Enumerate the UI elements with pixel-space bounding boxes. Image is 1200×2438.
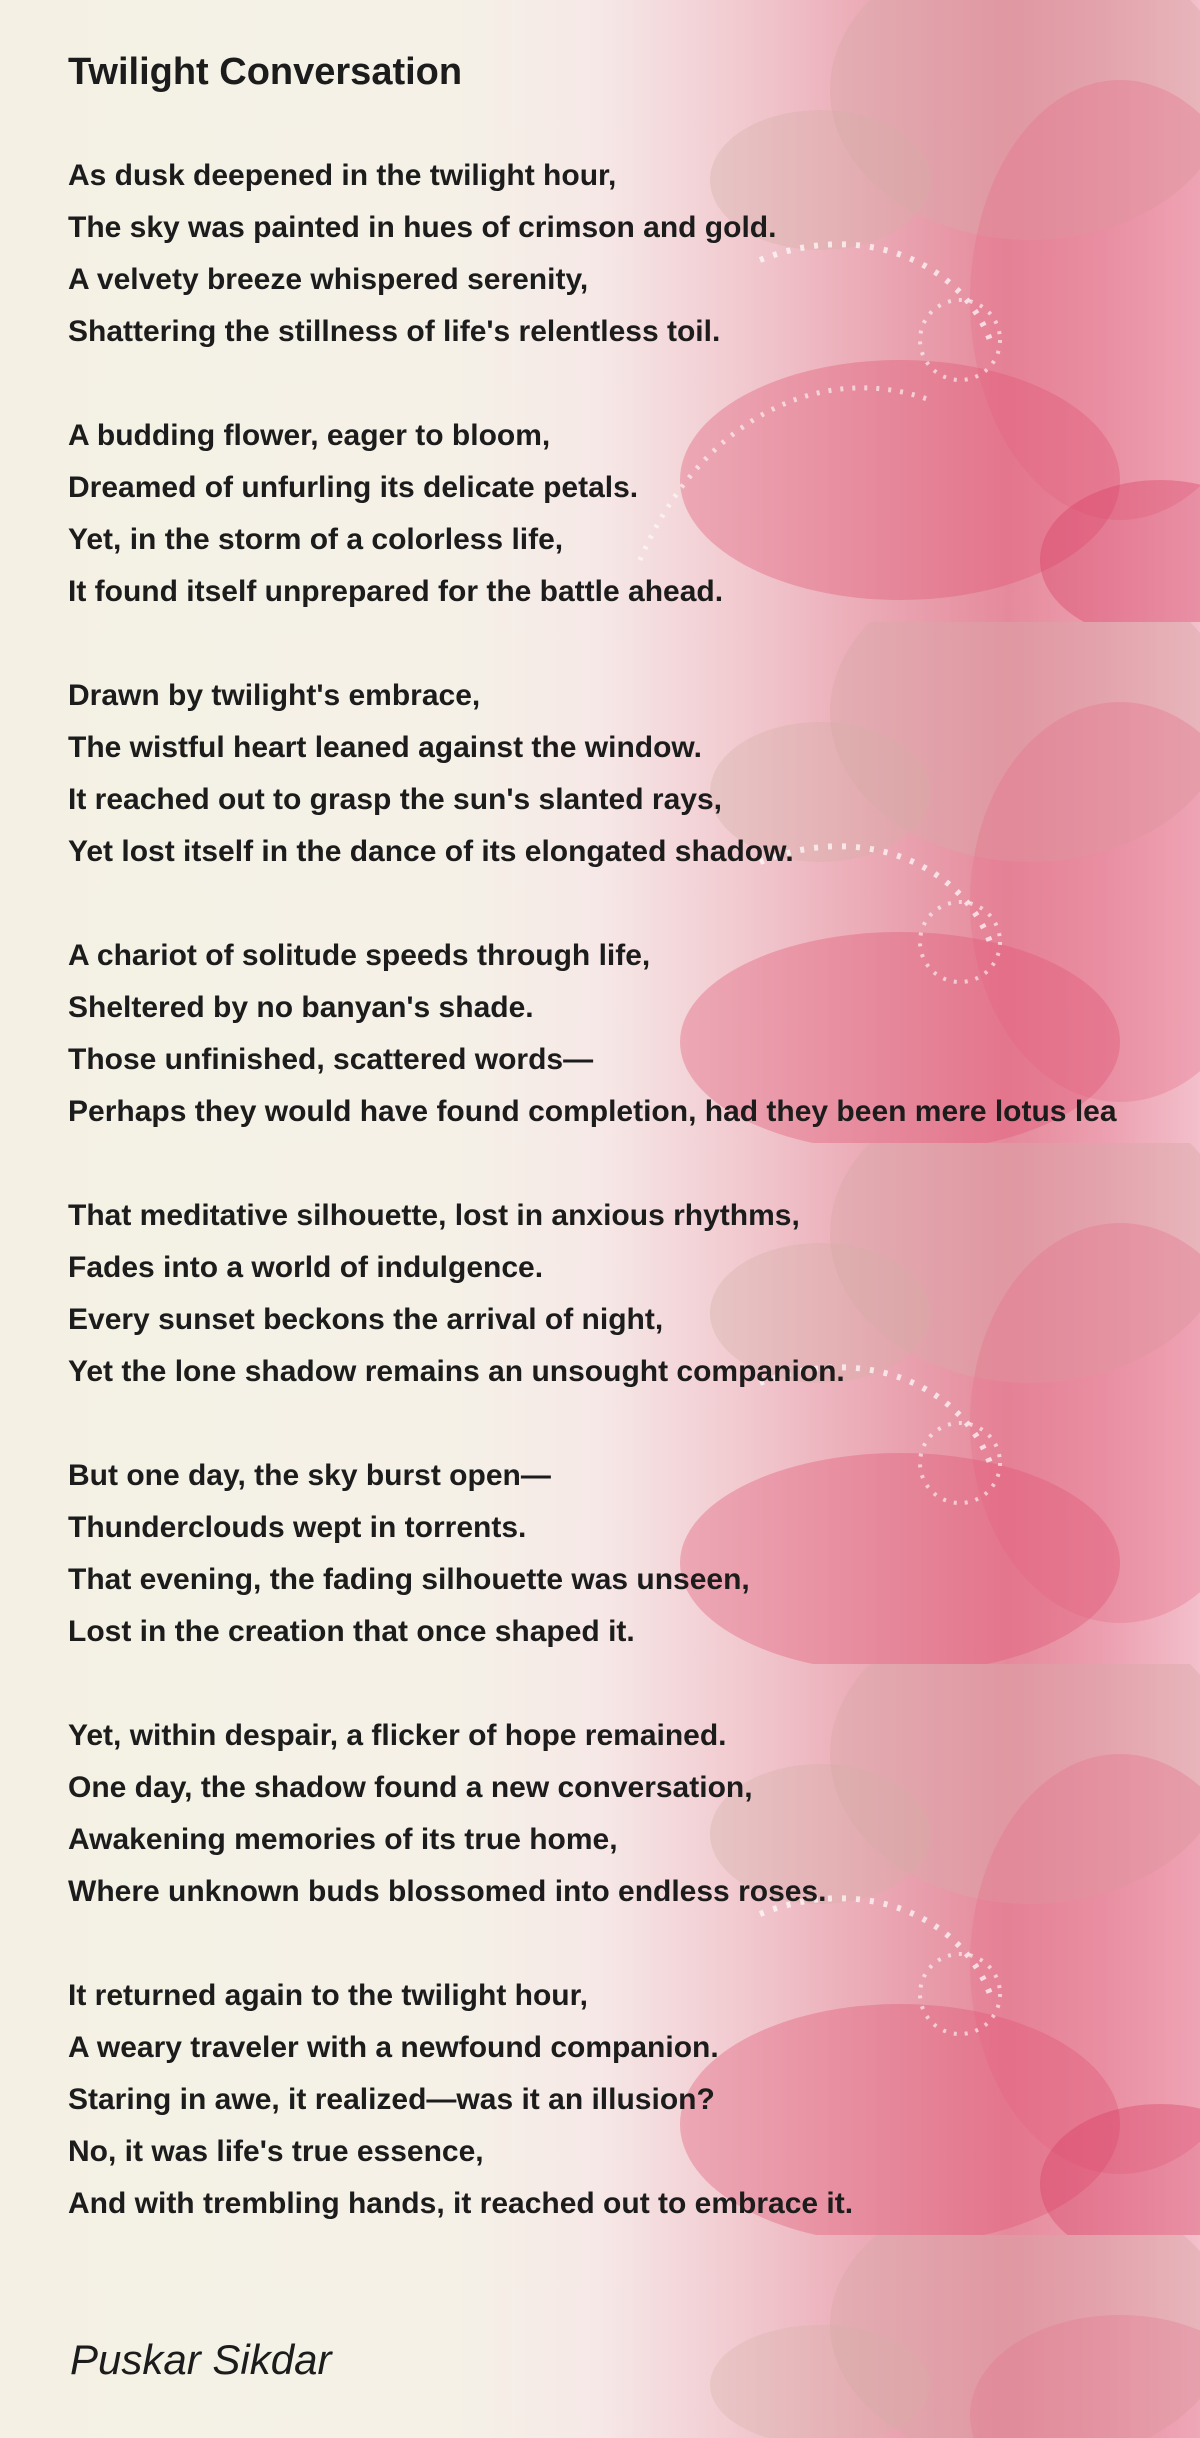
poem-stanza (68, 150, 1200, 358)
poem-line: That meditative silhouette, lost in anxious rhythms, (68, 1199, 800, 1232)
poem-line: It reached out to grasp the sun's slanted rays, (68, 783, 722, 816)
poem-line: Every sunset beckons the arrival of night, (68, 1303, 664, 1336)
poem-line: It found itself unprepared for the battle ahead. (68, 575, 724, 608)
poem-line: Drawn by twilight's embrace, (68, 679, 481, 712)
poem-line: Those unfinished, scattered words— (68, 1043, 594, 1076)
poem-body (68, 150, 1200, 2282)
poem-line: Staring in awe, it realized—was it an illusion? (68, 2083, 715, 2116)
poem-line: Thunderclouds wept in torrents. (68, 1511, 527, 1544)
poem-stanza (68, 1970, 1200, 2230)
poem-line: A chariot of solitude speeds through life, (68, 939, 651, 972)
poem-author: Puskar Sikdar (70, 2336, 332, 2383)
poem-line: Yet lost itself in the dance of its elongated shadow. (68, 835, 794, 868)
poem-line: Yet, within despair, a flicker of hope remained. (68, 1719, 727, 1752)
poem-stanza (68, 1190, 1200, 1398)
poem-line: Sheltered by no banyan's shade. (68, 991, 534, 1024)
poem-stanza (68, 1450, 1200, 1658)
poem-line: It returned again to the twilight hour, (68, 1979, 588, 2012)
poem-line: Dreamed of unfurling its delicate petals. (68, 471, 639, 504)
poem-line: That evening, the fading silhouette was unseen, (68, 1563, 750, 1596)
poem-line: A velvety breeze whispered serenity, (68, 263, 589, 296)
poem-stanza (68, 410, 1200, 618)
poem-line: Lost in the creation that once shaped it. (68, 1615, 635, 1648)
poem-stanza (68, 670, 1200, 878)
poem-line: Yet the lone shadow remains an unsought companion. (68, 1355, 845, 1388)
poem-line: The sky was painted in hues of crimson and gold. (68, 211, 777, 244)
poem-line: Awakening memories of its true home, (68, 1823, 618, 1856)
poem-line: Where unknown buds blossomed into endless roses. (68, 1875, 827, 1908)
poem-line: But one day, the sky burst open— (68, 1459, 551, 1492)
poem-line: Perhaps they would have found completion, had they been mere lotus lea (68, 1095, 1117, 1128)
poem-stanza (68, 1710, 1200, 1918)
poem-line: Fades into a world of indulgence. (68, 1251, 544, 1284)
poem-line: A weary traveler with a newfound companion. (68, 2031, 719, 2064)
poem-title: Twilight Conversation (68, 51, 463, 93)
poem-line: The wistful heart leaned against the window. (68, 731, 702, 764)
poem-line: As dusk deepened in the twilight hour, (68, 159, 617, 192)
poem-line: One day, the shadow found a new conversation, (68, 1771, 753, 1804)
poem-line: A budding flower, eager to bloom, (68, 419, 551, 452)
poem-stanza (68, 930, 1200, 1138)
poem-line: And with trembling hands, it reached out to embrace it. (68, 2187, 854, 2220)
poem-line: No, it was life's true essence, (68, 2135, 484, 2168)
poem-line: Yet, in the storm of a colorless life, (68, 523, 564, 556)
poem-line: Shattering the stillness of life's relentless toil. (68, 315, 721, 348)
